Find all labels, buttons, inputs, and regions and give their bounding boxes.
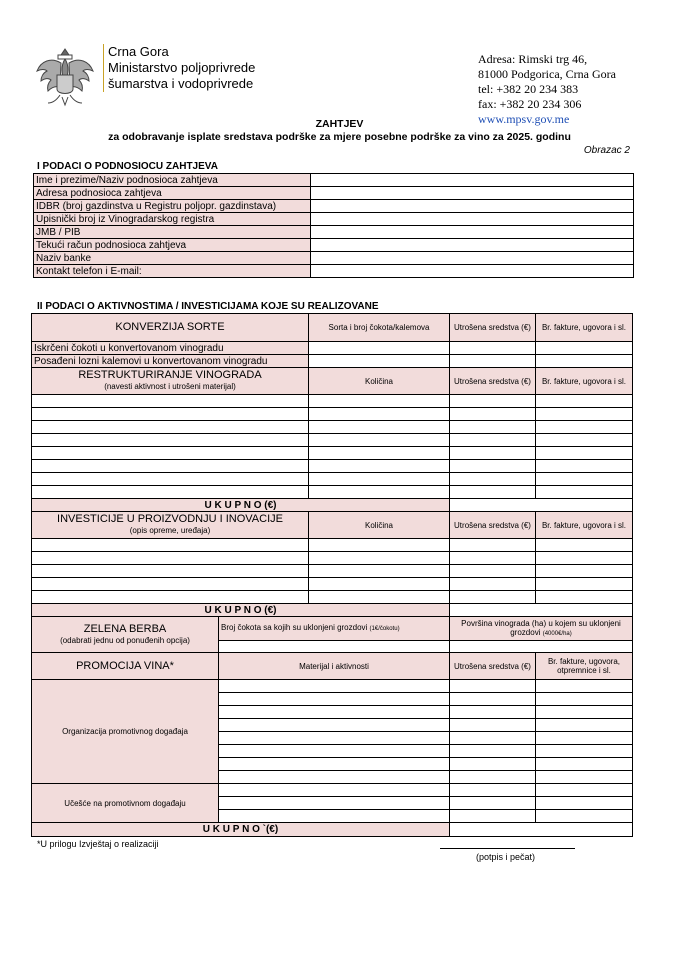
table-cell[interactable] xyxy=(32,591,309,604)
ministry-line2: Ministarstvo poljoprivrede xyxy=(108,60,256,75)
table-cell[interactable] xyxy=(450,408,536,421)
table-row xyxy=(34,174,634,187)
address-block xyxy=(478,52,616,127)
table-cell[interactable] xyxy=(536,693,633,706)
table-cell[interactable] xyxy=(536,565,633,578)
table-cell[interactable] xyxy=(219,758,450,771)
table-cell[interactable] xyxy=(450,447,536,460)
address-street: Adresa: Rimski trg 46, xyxy=(478,52,588,66)
table-cell[interactable] xyxy=(309,460,450,473)
table-cell[interactable] xyxy=(219,810,450,823)
field-label: Tekući račun podnosioca zahtjeva xyxy=(34,239,311,252)
konverzija-title: KONVERZIJA SORTE xyxy=(32,314,309,342)
section-1-heading: I PODACI O PODNOSIOCU ZAHTJEVA xyxy=(37,161,218,172)
table-cell[interactable] xyxy=(536,486,633,499)
zelena-title xyxy=(32,617,219,653)
form-number: Obrazac 2 xyxy=(583,145,630,156)
table-cell[interactable] xyxy=(450,539,536,552)
promocija-header-row xyxy=(32,653,633,680)
footnote: *U prilogu Izvještaj o realizaciji xyxy=(37,839,159,849)
promocija-total-label: U K U P N O `(€) xyxy=(32,823,450,837)
table-cell[interactable] xyxy=(536,395,633,408)
table-row xyxy=(34,239,634,252)
field-label: Naziv banke xyxy=(34,252,311,265)
table-cell[interactable] xyxy=(536,732,633,745)
table-cell[interactable] xyxy=(219,693,450,706)
table-row xyxy=(32,355,633,368)
promocija-col3: Utrošena sredstva (€) xyxy=(450,653,536,680)
table-row xyxy=(32,421,633,434)
table-cell[interactable] xyxy=(32,578,309,591)
table-cell[interactable] xyxy=(309,434,450,447)
table-cell[interactable] xyxy=(309,539,450,552)
address-tel: tel: +382 20 234 383 xyxy=(478,82,579,96)
table-cell[interactable] xyxy=(219,797,450,810)
table-cell[interactable] xyxy=(450,578,536,591)
table-row xyxy=(32,342,633,355)
table-cell[interactable] xyxy=(536,810,633,823)
table-row xyxy=(34,252,634,265)
investicije-total-row xyxy=(32,604,633,617)
table-cell[interactable] xyxy=(450,680,536,693)
address-city: 81000 Podgorica, Crna Gora xyxy=(478,67,616,81)
field-input[interactable] xyxy=(311,174,634,187)
table-cell[interactable] xyxy=(450,810,536,823)
table-row xyxy=(32,395,633,408)
table-cell[interactable] xyxy=(32,473,309,486)
investicije-title-text: INVESTICIJE U PROIZVODNJU I INOVACIJE xyxy=(57,513,283,525)
table-row xyxy=(32,578,633,591)
konverzija-col2: Sorta i broj čokota/kalemova xyxy=(309,314,450,342)
konverzija-row-label: Posađeni lozni kalemovi u konvertovanom vinogradu xyxy=(32,355,309,368)
signature-line xyxy=(440,848,575,849)
konverzija-col4: Br. fakture, ugovora i sl. xyxy=(536,314,633,342)
field-label: Ime i prezime/Naziv podnosioca zahtjeva xyxy=(34,174,311,187)
table-cell[interactable] xyxy=(450,758,536,771)
field-input[interactable] xyxy=(311,187,634,200)
table-row xyxy=(34,187,634,200)
table-cell[interactable] xyxy=(450,784,536,797)
restrukturiranje-total-value[interactable] xyxy=(450,499,633,512)
table-cell[interactable] xyxy=(536,758,633,771)
table-cell[interactable] xyxy=(450,591,536,604)
table-cell[interactable] xyxy=(32,460,309,473)
table-row xyxy=(32,552,633,565)
konverzija-col3: Utrošena sredstva (€) xyxy=(450,314,536,342)
restrukturiranje-col3: Utrošena sredstva (€) xyxy=(450,368,536,395)
table-row xyxy=(32,473,633,486)
table-cell[interactable] xyxy=(32,408,309,421)
field-label: Kontakt telefon i E-mail: xyxy=(34,265,311,278)
ministry-line1: Crna Gora xyxy=(108,44,169,59)
table-cell[interactable] xyxy=(450,706,536,719)
table-cell[interactable] xyxy=(536,578,633,591)
table-cell[interactable] xyxy=(219,680,450,693)
table-cell[interactable] xyxy=(32,565,309,578)
zelena-col2-rate: (1€/čokotu) xyxy=(369,626,400,632)
investicije-total-label: U K U P N O (€) xyxy=(32,604,450,617)
table-row xyxy=(32,784,633,797)
form-title: ZAHTJEV xyxy=(315,118,364,130)
table-cell[interactable] xyxy=(219,706,450,719)
investicije-title xyxy=(32,512,309,539)
zelena-cokoti-input[interactable] xyxy=(219,641,450,653)
field-input[interactable] xyxy=(311,226,634,239)
table-row xyxy=(32,434,633,447)
zelena-col3-rate: (4000€/ha) xyxy=(542,630,572,637)
table-cell[interactable] xyxy=(309,355,450,368)
konverzija-header-row xyxy=(32,314,633,342)
promocija-row1-label: Organizacija promotivnog događaja xyxy=(32,680,219,784)
zelena-col2 xyxy=(219,617,450,641)
table-cell[interactable] xyxy=(309,421,450,434)
table-row xyxy=(32,539,633,552)
table-cell[interactable] xyxy=(450,355,536,368)
table-cell[interactable] xyxy=(32,395,309,408)
table-cell[interactable] xyxy=(536,591,633,604)
table-row xyxy=(32,447,633,460)
zelena-title-text: ZELENA BERBA xyxy=(83,622,167,635)
field-label: Adresa podnosioca zahtjeva xyxy=(34,187,311,200)
table-cell[interactable] xyxy=(309,342,450,355)
field-input[interactable] xyxy=(311,213,634,226)
table-cell[interactable] xyxy=(309,578,450,591)
table-cell[interactable] xyxy=(450,745,536,758)
ministry-line3: šumarstva i vodoprivrede xyxy=(108,76,254,91)
field-label: Upisnički broj iz Vinogradarskog registra xyxy=(34,213,311,226)
table-cell[interactable] xyxy=(536,447,633,460)
table-cell[interactable] xyxy=(32,552,309,565)
address-fax: fax: +382 20 234 306 xyxy=(478,97,582,111)
table-cell[interactable] xyxy=(450,797,536,810)
table-cell[interactable] xyxy=(309,486,450,499)
table-cell[interactable] xyxy=(450,771,536,784)
coat-of-arms-logo xyxy=(34,45,96,111)
promocija-col2: Materijal i aktivnosti xyxy=(219,653,450,680)
table-cell[interactable] xyxy=(536,460,633,473)
table-cell[interactable] xyxy=(219,745,450,758)
table-cell[interactable] xyxy=(536,771,633,784)
restrukturiranje-col2: Količina xyxy=(309,368,450,395)
table-cell[interactable] xyxy=(536,421,633,434)
table-cell[interactable] xyxy=(309,591,450,604)
promocija-total-value[interactable] xyxy=(450,823,633,837)
konverzija-row-label: Iskrčeni čokoti u konvertovanom vinogradu xyxy=(32,342,309,355)
restrukturiranje-col4: Br. fakture, ugovora i sl. xyxy=(536,368,633,395)
table-row xyxy=(32,591,633,604)
field-input[interactable] xyxy=(311,239,634,252)
table-cell[interactable] xyxy=(450,460,536,473)
restrukturiranje-title xyxy=(32,368,309,395)
table-cell[interactable] xyxy=(450,486,536,499)
table-cell[interactable] xyxy=(309,408,450,421)
table-cell[interactable] xyxy=(536,706,633,719)
field-input[interactable] xyxy=(311,252,634,265)
table-cell[interactable] xyxy=(450,732,536,745)
table-cell[interactable] xyxy=(309,473,450,486)
table-cell[interactable] xyxy=(219,784,450,797)
table-row xyxy=(32,460,633,473)
zelena-col2-text: Broj čokota sa kojih su uklonjeni grozdovi xyxy=(221,623,368,632)
investicije-col3: Utrošena sredstva (€) xyxy=(450,512,536,539)
zelena-col3-text: Površina vinograda (ha) u kojem su uklonjeni grozdovi xyxy=(461,618,621,637)
table-cell[interactable] xyxy=(219,732,450,745)
zelena-header-row xyxy=(32,617,633,641)
table-cell[interactable] xyxy=(536,539,633,552)
field-label: IDBR (broj gazdinstva u Registru poljopr. gazdinstava) xyxy=(34,200,311,213)
promocija-row2-label: Učešće na promotivnom događaju xyxy=(32,784,219,823)
field-label: JMB / PIB xyxy=(34,226,311,239)
form-subtitle: za odobravanje isplate sredstava podrške za mjere posebne podrške za vino za 2025. godinu xyxy=(108,131,571,143)
table-row xyxy=(32,680,633,693)
signature-label: (potpis i pečat) xyxy=(476,852,536,862)
table-row xyxy=(32,486,633,499)
table-cell[interactable] xyxy=(450,473,536,486)
promocija-col4: Br. fakture, ugovora, otpremnice i sl. xyxy=(536,653,633,680)
table-cell[interactable] xyxy=(309,565,450,578)
table-cell[interactable] xyxy=(536,784,633,797)
restrukturiranje-total-row xyxy=(32,499,633,512)
table-cell[interactable] xyxy=(32,486,309,499)
table-cell[interactable] xyxy=(536,434,633,447)
table-cell[interactable] xyxy=(309,447,450,460)
table-cell[interactable] xyxy=(32,434,309,447)
investicije-col4: Br. fakture, ugovora i sl. xyxy=(536,512,633,539)
investicije-subtitle: (opis opreme, uređaja) xyxy=(129,526,211,535)
zelena-subtitle: (odabrati jednu od ponuđenih opcija) xyxy=(60,635,190,645)
ministry-name xyxy=(103,44,255,92)
table-cell[interactable] xyxy=(450,342,536,355)
table-row xyxy=(34,213,634,226)
table-row xyxy=(34,265,634,278)
table-cell[interactable] xyxy=(450,395,536,408)
website-link[interactable]: www.mpsv.gov.me xyxy=(478,112,570,126)
investicije-header-row xyxy=(32,512,633,539)
table-row xyxy=(34,200,634,213)
table-cell[interactable] xyxy=(450,719,536,732)
zelena-col3 xyxy=(450,617,633,641)
table-cell[interactable] xyxy=(536,552,633,565)
field-input[interactable] xyxy=(311,265,634,278)
promocija-title: PROMOCIJA VINA* xyxy=(32,653,219,680)
table-cell[interactable] xyxy=(450,552,536,565)
table-cell[interactable] xyxy=(32,421,309,434)
table-cell[interactable] xyxy=(450,421,536,434)
table-row xyxy=(34,226,634,239)
table-cell[interactable] xyxy=(309,395,450,408)
zelena-povrsina-input[interactable] xyxy=(450,641,633,653)
restrukturiranje-header-row xyxy=(32,368,633,395)
applicant-table xyxy=(33,173,634,278)
table-cell[interactable] xyxy=(536,680,633,693)
table-cell[interactable] xyxy=(536,719,633,732)
table-cell[interactable] xyxy=(536,797,633,810)
investicije-col2: Količina xyxy=(309,512,450,539)
table-cell[interactable] xyxy=(536,342,633,355)
table-row xyxy=(32,565,633,578)
table-cell[interactable] xyxy=(536,745,633,758)
table-cell[interactable] xyxy=(219,771,450,784)
table-cell[interactable] xyxy=(536,408,633,421)
field-input[interactable] xyxy=(311,200,634,213)
table-cell[interactable] xyxy=(32,447,309,460)
table-cell[interactable] xyxy=(536,355,633,368)
restrukturiranje-subtitle: (navesti aktivnost i utrošeni materijal) xyxy=(104,382,236,391)
table-cell[interactable] xyxy=(536,473,633,486)
restrukturiranje-total-label: U K U P N O (€) xyxy=(32,499,450,512)
table-cell[interactable] xyxy=(32,539,309,552)
table-cell[interactable] xyxy=(309,552,450,565)
table-cell[interactable] xyxy=(450,565,536,578)
section-2-heading: II PODACI O AKTIVNOSTIMA / INVESTICIJAMA KOJE SU REALIZOVANE xyxy=(37,301,379,312)
investicije-total-value[interactable] xyxy=(450,604,633,617)
restrukturiranje-title-text: RESTRUKTURIRANJE VINOGRADA xyxy=(78,369,262,381)
table-cell[interactable] xyxy=(450,434,536,447)
table-cell[interactable] xyxy=(450,693,536,706)
promocija-total-row xyxy=(32,823,633,837)
table-row xyxy=(32,408,633,421)
table-cell[interactable] xyxy=(219,719,450,732)
activities-table xyxy=(31,313,633,837)
